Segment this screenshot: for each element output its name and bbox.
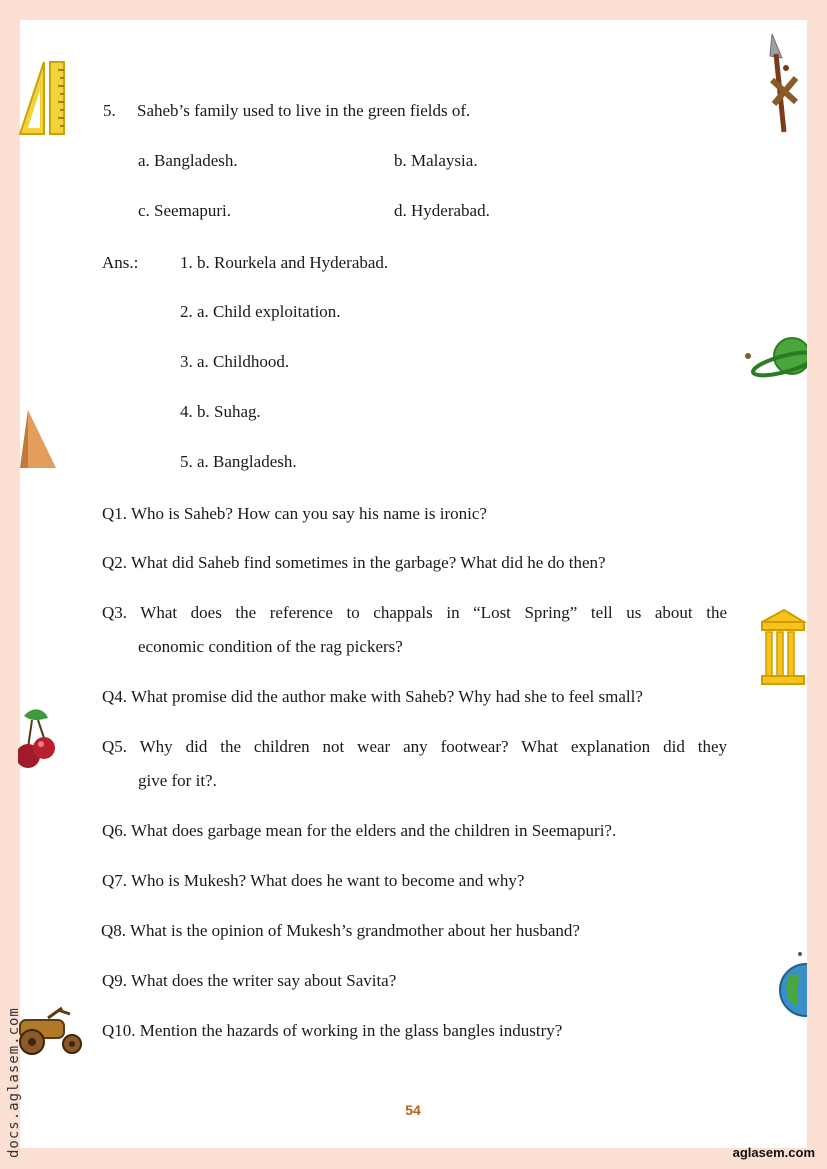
answers-label: Ans.: bbox=[102, 253, 139, 272]
cannon-icon bbox=[18, 998, 84, 1058]
option-a: a. Bangladesh. bbox=[138, 151, 238, 170]
column-icon bbox=[758, 606, 807, 686]
question-q3-line2: economic condition of the rag pickers? bbox=[138, 637, 403, 656]
option-b: b. Malaysia. bbox=[394, 151, 478, 170]
option-d: d. Hyderabad. bbox=[394, 201, 490, 220]
cherries-icon bbox=[18, 704, 58, 778]
question-q10: Q10. Mention the hazards of working in the glass bangles industry? bbox=[102, 1021, 563, 1040]
question-q7: Q7. Who is Mukesh? What does he want to become and why? bbox=[102, 871, 525, 890]
question-5-text: Saheb’s family used to live in the green fields of. bbox=[137, 101, 471, 120]
option-c: c. Seemapuri. bbox=[138, 201, 231, 220]
question-q8: Q8. What is the opinion of Mukesh’s grandmother about her husband? bbox=[101, 921, 580, 940]
pyramid-icon bbox=[18, 408, 60, 470]
question-q5-line2: give for it?. bbox=[138, 771, 217, 790]
globe-icon bbox=[776, 950, 807, 1020]
question-q9: Q9. What does the writer say about Savita? bbox=[102, 971, 397, 990]
footer-site-link[interactable]: aglasem.com bbox=[732, 1145, 815, 1160]
question-q4: Q4. What promise did the author make with Saheb? Why had she to feel small? bbox=[102, 687, 643, 706]
question-q3-line1: Q3. What does the reference to chappals in “Lost Spring” tell us about the bbox=[102, 603, 727, 622]
planet-icon bbox=[740, 334, 807, 384]
question-q2: Q2. What did Saheb find sometimes in the garbage? What did he do then? bbox=[102, 553, 606, 572]
question-q5-line1: Q5. Why did the children not wear any footwear? What explanation did they bbox=[102, 737, 727, 756]
side-watermark: docs.aglasem.com bbox=[6, 1007, 22, 1158]
question-5-number: 5. bbox=[103, 101, 116, 120]
spear-icon bbox=[766, 32, 808, 136]
answer-item: 1. b. Rourkela and Hyderabad. bbox=[180, 253, 389, 272]
answer-item: 2. a. Child exploitation. bbox=[180, 302, 341, 321]
answer-item: 3. a. Childhood. bbox=[180, 352, 290, 371]
question-q1: Q1. Who is Saheb? How can you say his name is ironic? bbox=[102, 504, 487, 523]
ruler-icon bbox=[18, 58, 68, 136]
question-q6: Q6. What does garbage mean for the elders and the children in Seemapuri?. bbox=[102, 821, 617, 840]
answer-item: 4. b. Suhag. bbox=[180, 402, 261, 421]
page-number: 54 bbox=[405, 1102, 421, 1118]
answer-item: 5. a. Bangladesh. bbox=[180, 452, 297, 471]
